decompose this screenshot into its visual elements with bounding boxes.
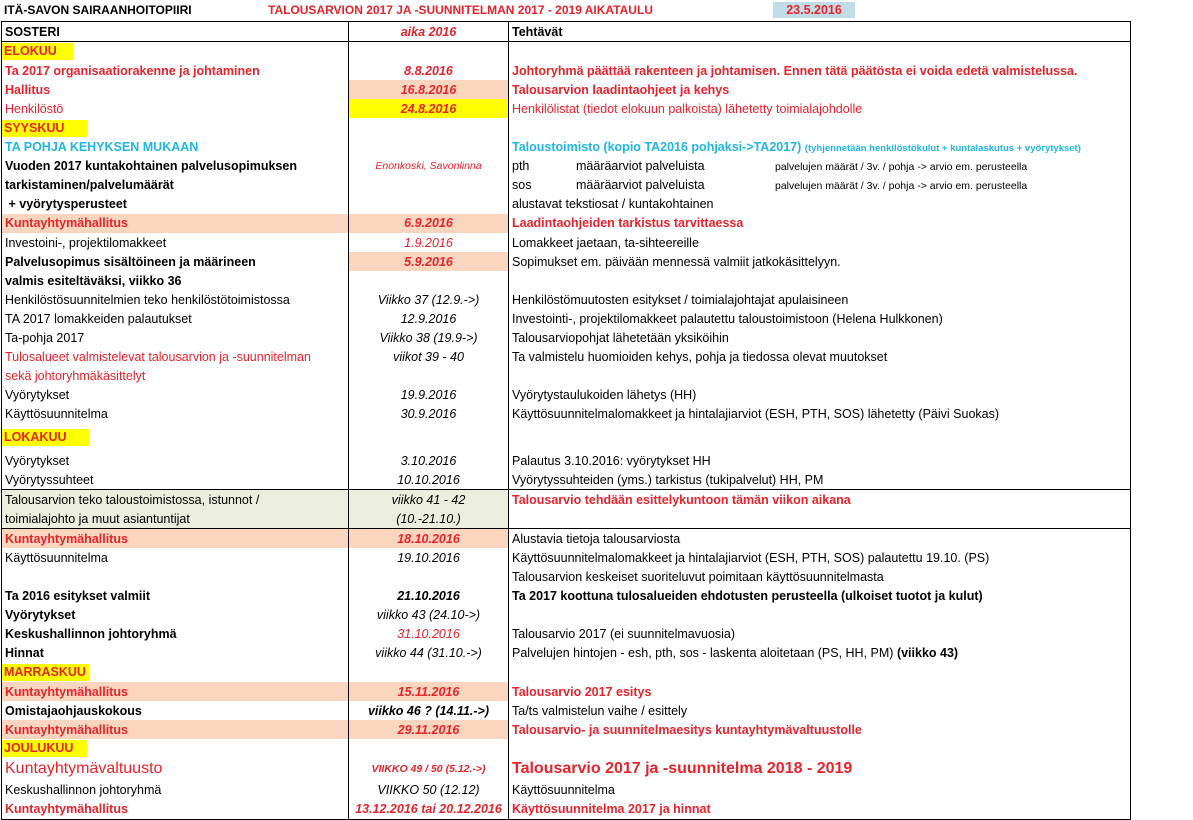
row-task: Käyttösuunnitelma 2017 ja hinnat xyxy=(509,800,1131,820)
row-task-basis: palvelujen määrät / 3v. / pohja -> arvio em. perusteella xyxy=(775,180,1028,193)
row-task: Henkilölistat (tiedot elokuun palkoista) lähetetty toimialajohdolle xyxy=(509,99,1131,118)
table-row xyxy=(2,424,1131,451)
row-time: 18.10.2016 xyxy=(349,529,509,549)
row-task: Vyörytystaulukoiden lähetys (HH) xyxy=(509,386,1131,405)
table-row xyxy=(2,509,1131,529)
row-subject: Kuntayhtymävaltuusto xyxy=(2,758,349,780)
table-row xyxy=(2,367,1131,386)
row-task: Käyttösuunnitelmalomakkeet ja hintalajiarviot (ESH, PTH, SOS) palautettu 19.10. (PS) xyxy=(509,548,1131,567)
table-row xyxy=(2,252,1131,271)
table-row xyxy=(2,548,1131,567)
row-time: Viikko 37 (12.9.->) xyxy=(349,290,509,309)
row-subject: Vyörytyssuhteet xyxy=(2,470,349,490)
row-time: 19.9.2016 xyxy=(349,386,509,405)
table-row xyxy=(2,271,1131,290)
row-subject: Kuntayhtymähallitus xyxy=(2,800,349,820)
row-task: Taloustoimisto (kopio TA2016 pohjaksi->TA2017) xyxy=(512,140,802,155)
table-row xyxy=(2,386,1131,405)
row-subject: Ta 2017 organisaatiorakenne ja johtaminen xyxy=(2,61,349,80)
row-subject: Käyttösuunnitelma xyxy=(2,405,349,424)
row-time: 5.9.2016 xyxy=(349,252,509,271)
row-task: Talousarvio- ja suunnitelmaesitys kuntayhtymävaltuustolle xyxy=(509,720,1131,739)
row-task-estimate: määräarviot palveluista xyxy=(576,159,705,174)
row-time: VIIKKO 49 / 50 (5.12.->) xyxy=(349,758,509,780)
table-row xyxy=(2,118,1131,137)
row-subject: TA POHJA KEHYKSEN MUKAAN xyxy=(2,138,349,157)
row-time: 15.11.2016 xyxy=(349,682,509,701)
row-subject: Käyttösuunnitelma xyxy=(2,548,349,567)
row-time: 8.8.2016 xyxy=(349,61,509,80)
table-row xyxy=(2,529,1131,549)
table-row xyxy=(2,405,1131,424)
row-time: viikko 46 ? (14.11.->) xyxy=(349,701,509,720)
column-header-tehtavat: Tehtävät xyxy=(509,22,1131,42)
row-time: viikko 41 - 42 xyxy=(349,490,509,510)
row-task-basis: palvelujen määrät / 3v. / pohja -> arvio em. perusteella xyxy=(775,161,1028,174)
table-row xyxy=(2,157,1131,176)
table-row xyxy=(2,587,1131,606)
row-subject: Talousarvion teko taloustoimistossa, istunnot / xyxy=(2,490,349,510)
month-label: SYYSKUU xyxy=(2,120,87,137)
row-task: Vyörytyssuhteiden (yms.) tarkistus (tukipalvelut) HH, PM xyxy=(509,470,1131,490)
month-label: ELOKUU xyxy=(2,43,73,60)
document-title: TALOUSARVION 2017 JA -SUUNNITELMAN 2017 - 2019 AIKATAULU xyxy=(268,3,653,17)
row-subject: Henkilöstösuunnitelmien teko henkilöstötoimistossa xyxy=(2,290,349,309)
row-time: Enonkoski, Savonlinna xyxy=(349,157,509,176)
document-date: 23.5.2016 xyxy=(773,2,855,18)
row-subject: + vyörytysperusteet xyxy=(2,195,349,214)
row-subject: Ta 2016 esitykset valmiit xyxy=(2,587,349,606)
row-task: Johtoryhmä päättää rakenteen ja johtamisen. Ennen tätä päätösta ei voida edetä valmistelussa. xyxy=(509,61,1131,80)
row-subject: tarkistaminen/palvelumäärät xyxy=(2,176,349,195)
row-task: Henkilöstömuutosten esitykset / toimialajohtajat apulaisineen xyxy=(509,290,1131,309)
row-task: alustavat tekstiosat / kuntakohtainen xyxy=(509,195,1131,214)
row-subject: TA 2017 lomakkeiden palautukset xyxy=(2,309,349,328)
row-task: Palautus 3.10.2016: vyörytykset HH xyxy=(509,451,1131,470)
table-row xyxy=(2,739,1131,758)
row-task: Talousarvion laadintaohjeet ja kehys xyxy=(509,80,1131,99)
table-row xyxy=(2,61,1131,80)
month-label: JOULUKUU xyxy=(2,740,87,757)
row-time: VIIKKO 50 (12.12) xyxy=(349,780,509,799)
row-task: Palvelujen hintojen - esh, pth, sos - laskenta aloitetaan (PS, HH, PM) xyxy=(512,646,894,661)
row-subject: toimialajohto ja muut asiantuntijat xyxy=(2,509,349,529)
row-time: 29.11.2016 xyxy=(349,720,509,739)
sheet-header xyxy=(0,0,1193,20)
table-row xyxy=(2,138,1131,157)
row-subject: Kuntayhtymähallitus xyxy=(2,682,349,701)
table-row xyxy=(2,195,1131,214)
row-task: Talousarvio 2017 (ei suunnitelmavuosia) xyxy=(509,625,1131,644)
table-row xyxy=(2,758,1131,780)
row-task: Talousarvio 2017 ja -suunnitelma 2018 - 2019 xyxy=(509,758,1131,780)
row-task: Alustavia tietoja talousarviosta xyxy=(509,529,1131,549)
column-header-sosteri: SOSTERI xyxy=(2,22,349,42)
organization-name: ITÄ-SAVON SAIRAANHOITOPIIRI xyxy=(4,3,192,17)
row-subject: Keskushallinnon johtoryhmä xyxy=(2,780,349,799)
row-task: Talousarvio 2017 esitys xyxy=(509,682,1131,701)
table-row xyxy=(2,80,1131,99)
row-time: 24.8.2016 xyxy=(349,99,509,118)
row-time: 10.10.2016 xyxy=(349,470,509,490)
row-subject: sekä johtoryhmäkäsittelyt xyxy=(2,367,349,386)
row-time: (10.-21.10.) xyxy=(349,509,509,529)
row-task: Käyttösuunnitelma xyxy=(509,780,1131,799)
table-row xyxy=(2,214,1131,233)
table-row xyxy=(2,490,1131,510)
row-time: 12.9.2016 xyxy=(349,309,509,328)
month-label: LOKAKUU xyxy=(2,429,89,446)
table-row xyxy=(2,329,1131,348)
row-time: 1.9.2016 xyxy=(349,233,509,252)
table-row xyxy=(2,451,1131,470)
table-row xyxy=(2,625,1131,644)
row-task: Talousarvion keskeiset suoriteluvut poimitaan käyttösuunnitelmasta xyxy=(509,568,1131,587)
table-row xyxy=(2,290,1131,309)
row-subject: valmis esiteltäväksi, viikko 36 xyxy=(2,271,349,290)
table-row xyxy=(2,701,1131,720)
table-row xyxy=(2,99,1131,118)
table-row xyxy=(2,470,1131,490)
row-task: Ta/ts valmistelun vaihe / esittely xyxy=(509,701,1131,720)
table-row xyxy=(2,682,1131,701)
row-task: Talousarvio tehdään esittelykuntoon tämän viikon aikana xyxy=(509,490,1131,510)
schedule-table xyxy=(1,21,1131,820)
row-time: viikot 39 - 40 xyxy=(349,348,509,367)
row-task-note: (viikko 43) xyxy=(896,646,959,661)
column-header-aika: aika 2016 xyxy=(349,22,509,42)
table-row xyxy=(2,606,1131,625)
month-label: MARRASKUU xyxy=(2,664,89,681)
row-subject: Henkilöstö xyxy=(2,99,349,118)
row-task-code: pth xyxy=(512,159,530,174)
row-subject: Tulosalueet valmistelevat talousarvion ja -suunnitelman xyxy=(2,348,349,367)
row-subject: Kuntayhtymähallitus xyxy=(2,720,349,739)
table-row xyxy=(2,720,1131,739)
row-time: 6.9.2016 xyxy=(349,214,509,233)
row-time: 3.10.2016 xyxy=(349,451,509,470)
row-task: Lomakkeet jaetaan, ta-sihteereille xyxy=(509,233,1131,252)
table-header-row xyxy=(2,22,1131,42)
row-time: 30.9.2016 xyxy=(349,405,509,424)
table-row xyxy=(2,663,1131,682)
row-task: Laadintaohjeiden tarkistus tarvittaessa xyxy=(509,214,1131,233)
row-time: viikko 44 (31.10.->) xyxy=(349,644,509,663)
row-task: Talousarviopohjat lähetetään yksiköihin xyxy=(509,329,1131,348)
row-subject: Ta-pohja 2017 xyxy=(2,329,349,348)
row-subject: Vuoden 2017 kuntakohtainen palvelusopimuksen xyxy=(2,157,349,176)
row-time: 13.12.2016 tai 20.12.2016 xyxy=(349,800,509,820)
row-subject: Investoini-, projektilomakkeet xyxy=(2,233,349,252)
row-task-code: sos xyxy=(512,178,532,193)
table-row xyxy=(2,42,1131,62)
row-subject: Vyörytykset xyxy=(2,451,349,470)
row-subject: Kuntayhtymähallitus xyxy=(2,214,349,233)
row-time: viikko 43 (24.10->) xyxy=(349,606,509,625)
row-subject: Hallitus xyxy=(2,80,349,99)
row-time: Viikko 38 (19.9->) xyxy=(349,329,509,348)
row-subject: Vyörytykset xyxy=(2,386,349,405)
table-row xyxy=(2,568,1131,587)
row-task: Ta valmistelu huomioiden kehys, pohja ja tiedossa olevat muutokset xyxy=(509,348,1131,367)
row-subject: Omistajaohjauskokous xyxy=(2,701,349,720)
row-task-estimate: määräarviot palveluista xyxy=(576,178,705,193)
row-subject: Kuntayhtymähallitus xyxy=(2,529,349,549)
table-row xyxy=(2,309,1131,328)
row-time: 21.10.2016 xyxy=(349,587,509,606)
row-subject: Palvelusopimus sisältöineen ja määrineen xyxy=(2,252,349,271)
table-row xyxy=(2,348,1131,367)
row-task: Sopimukset em. päivään mennessä valmiit jatkokäsittelyyn. xyxy=(509,252,1131,271)
row-task: Investointi-, projektilomakkeet palautettu taloustoimistoon (Helena Hulkkonen) xyxy=(509,309,1131,328)
row-task-note: (tyhjennetään henkilöstökulut + kuntalaskutus + vyörytykset) xyxy=(804,143,1081,155)
table-row xyxy=(2,800,1131,820)
row-subject: Hinnat xyxy=(2,644,349,663)
table-row xyxy=(2,176,1131,195)
table-row xyxy=(2,233,1131,252)
row-task: Käyttösuunnitelmalomakkeet ja hintalajiarviot (ESH, PTH, SOS) lähetetty (Päivi Suokas) xyxy=(509,405,1131,424)
table-row xyxy=(2,780,1131,799)
row-time: 31.10.2016 xyxy=(349,625,509,644)
table-row xyxy=(2,644,1131,663)
row-time: 19.10.2016 xyxy=(349,548,509,567)
row-subject: Keskushallinnon johtoryhmä xyxy=(2,625,349,644)
row-subject: Vyörytykset xyxy=(2,606,349,625)
row-time: 16.8.2016 xyxy=(349,80,509,99)
row-task: Ta 2017 koottuna tulosalueiden ehdotusten perusteella (ulkoiset tuotot ja kulut) xyxy=(509,587,1131,606)
